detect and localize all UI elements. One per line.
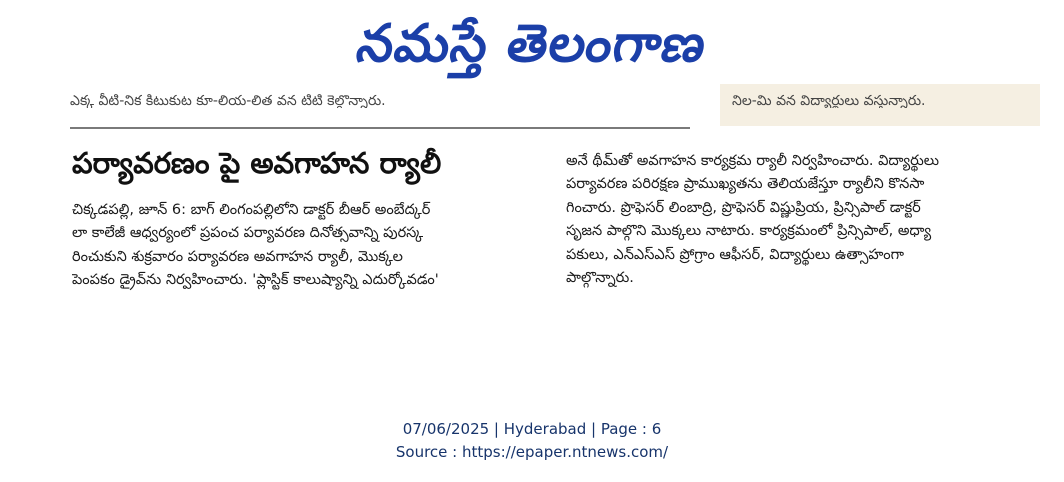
cut-off-text-right: నిల-మి వన విద్యార్థులు వస్తున్నారు. [732, 93, 926, 108]
epaper-footer [0, 418, 1064, 464]
article-line: లా కాలేజీ ఆధ్వర్యంలో ప్రపంచ పర్యావరణ దినోత్సవాన్ని పురస్క [72, 225, 424, 242]
article-column-right [566, 150, 1034, 290]
article-headline: పర్యావరణం పై అవగాహన ర్యాలీ [72, 146, 442, 180]
date-city-page: 07/06/2025 | Hyderabad | Page : 6 [402, 420, 662, 438]
article-line: పకులు, ఎన్ఎస్ఎస్ ప్రోగ్రాం ఆఫీసర్, విద్యార్థులు ఉత్సాహంగా [566, 246, 904, 263]
source-link[interactable]: Source : https://epaper.ntnews.com/ [395, 443, 669, 461]
article-line: సృజన పాల్గొని మొక్కలు నాటారు. కార్యక్రమంలో ప్రిన్సిపాల్, అధ్యా [566, 223, 932, 240]
article-line: రించుకుని శుక్రవారం పర్యావరణ అవగాహన ర్యాలీ, మొక్కల [72, 248, 403, 265]
newspaper-masthead: నమస్తే తెలంగాణ [352, 14, 712, 74]
section-divider [70, 127, 690, 129]
article-line: పెంపకం డ్రైవ్‌ను నిర్వహించారు. 'ప్లాస్టిక్ కాలుష్యాన్ని ఎదుర్కోవడం' [72, 272, 439, 289]
article-line: పర్యావరణ పరిరక్షణ ప్రాముఖ్యతను తెలియజేస్తూ ర్యాలీని కొనసా [566, 176, 925, 193]
article-line: అనే థీమ్‌తో అవగాహన కార్యక్రమ ర్యాలీ నిర్వహించారు. విద్యార్థులు [566, 153, 940, 169]
article-line: గించారు. ప్రొఫెసర్ లింబాద్రి, ప్రొఫెసర్ విష్ణుప్రియ, ప్రిన్సిపాల్ డాక్టర్ [566, 199, 921, 216]
cut-off-text-left: ఎక్క వీటి-నిక కిటుకుట కూ-లియ-లిత వన టిటి కెల్గొన్నారు. [70, 93, 386, 108]
article-column-left [72, 199, 538, 293]
article-line: పాల్గొన్నారు. [566, 270, 634, 287]
article-line: చిక్కడపల్లి, జూన్ 6: బాగ్ లింగంపల్లిలోని డాక్టర్ బీఆర్ అంబేద్కర్ [72, 202, 431, 218]
